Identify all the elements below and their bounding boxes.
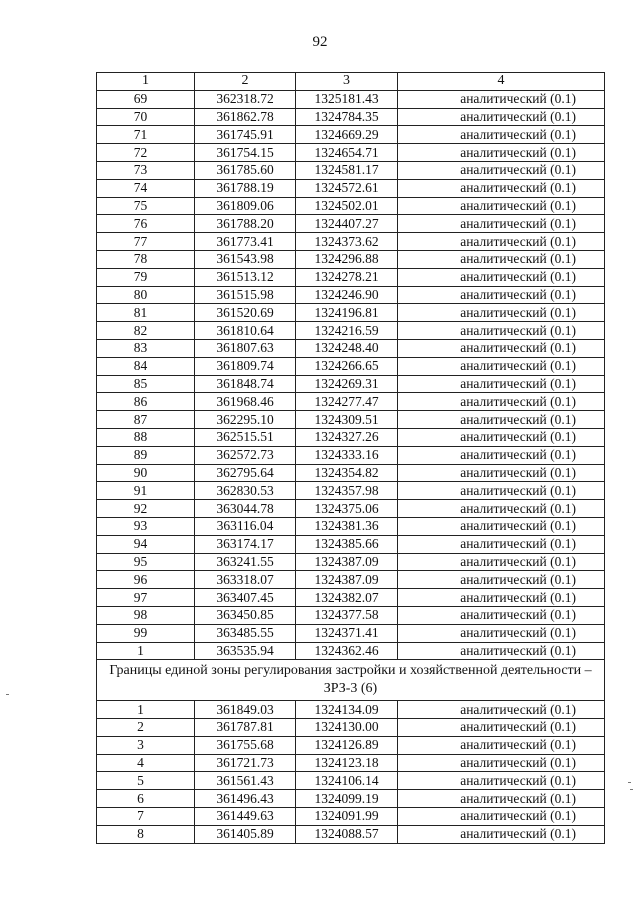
method-cell: аналитический (0.1) (398, 825, 605, 843)
point-number-cell: 88 (97, 428, 195, 446)
x-coordinate-cell: 361449.63 (195, 808, 296, 826)
y-coordinate-cell: 1324387.09 (296, 571, 398, 589)
method-cell: аналитический (0.1) (398, 701, 605, 719)
x-coordinate-cell: 361773.41 (195, 233, 296, 251)
y-coordinate-cell: 1324248.40 (296, 339, 398, 357)
method-cell: аналитический (0.1) (398, 446, 605, 464)
x-coordinate-cell: 363407.45 (195, 589, 296, 607)
method-cell: аналитический (0.1) (398, 215, 605, 233)
x-coordinate-cell: 362318.72 (195, 90, 296, 108)
x-coordinate-cell: 361849.03 (195, 701, 296, 719)
point-number-cell: 2 (97, 719, 195, 737)
x-coordinate-cell: 361745.91 (195, 126, 296, 144)
method-cell: аналитический (0.1) (398, 126, 605, 144)
method-cell: аналитический (0.1) (398, 571, 605, 589)
y-coordinate-cell: 1324385.66 (296, 535, 398, 553)
point-number-cell: 92 (97, 500, 195, 518)
point-number-cell: 1 (97, 701, 195, 719)
method-cell: аналитический (0.1) (398, 719, 605, 737)
y-coordinate-cell: 1324669.29 (296, 126, 398, 144)
y-coordinate-cell: 1324371.41 (296, 624, 398, 642)
y-coordinate-cell: 1325181.43 (296, 90, 398, 108)
point-number-cell: 70 (97, 108, 195, 126)
point-number-cell: 5 (97, 772, 195, 790)
table-row (97, 464, 605, 482)
x-coordinate-cell: 361862.78 (195, 108, 296, 126)
x-coordinate-cell: 361809.06 (195, 197, 296, 215)
y-coordinate-cell: 1324246.90 (296, 286, 398, 304)
y-coordinate-cell: 1324333.16 (296, 446, 398, 464)
column-header-4: 4 (398, 73, 605, 91)
table-row (97, 197, 605, 215)
method-cell: аналитический (0.1) (398, 464, 605, 482)
method-cell: аналитический (0.1) (398, 161, 605, 179)
point-number-cell: 72 (97, 144, 195, 162)
y-coordinate-cell: 1324278.21 (296, 268, 398, 286)
method-cell: аналитический (0.1) (398, 772, 605, 790)
x-coordinate-cell: 361496.43 (195, 790, 296, 808)
x-coordinate-cell: 362830.53 (195, 482, 296, 500)
method-cell: аналитический (0.1) (398, 535, 605, 553)
point-number-cell: 73 (97, 161, 195, 179)
x-coordinate-cell: 363044.78 (195, 500, 296, 518)
x-coordinate-cell: 361515.98 (195, 286, 296, 304)
y-coordinate-cell: 1324362.46 (296, 642, 398, 660)
page-number: 92 (312, 34, 328, 50)
y-coordinate-cell: 1324354.82 (296, 464, 398, 482)
y-coordinate-cell: 1324327.26 (296, 428, 398, 446)
point-number-cell: 95 (97, 553, 195, 571)
method-cell: аналитический (0.1) (398, 144, 605, 162)
x-coordinate-cell: 361561.43 (195, 772, 296, 790)
x-coordinate-cell: 361807.63 (195, 339, 296, 357)
point-number-cell: 83 (97, 339, 195, 357)
point-number-cell: 71 (97, 126, 195, 144)
x-coordinate-cell: 363174.17 (195, 535, 296, 553)
table-row (97, 179, 605, 197)
table-row (97, 589, 605, 607)
point-number-cell: 91 (97, 482, 195, 500)
method-cell: аналитический (0.1) (398, 90, 605, 108)
y-coordinate-cell: 1324581.17 (296, 161, 398, 179)
point-number-cell: 99 (97, 624, 195, 642)
point-number-cell: 7 (97, 808, 195, 826)
method-cell: аналитический (0.1) (398, 393, 605, 411)
coordinates-table-body (97, 73, 605, 844)
point-number-cell: 90 (97, 464, 195, 482)
point-number-cell: 96 (97, 571, 195, 589)
column-header-2: 2 (195, 73, 296, 91)
y-coordinate-cell: 1324126.89 (296, 736, 398, 754)
point-number-cell: 97 (97, 589, 195, 607)
scan-speck (630, 789, 633, 790)
y-coordinate-cell: 1324088.57 (296, 825, 398, 843)
table-row (97, 304, 605, 322)
method-cell: аналитический (0.1) (398, 428, 605, 446)
x-coordinate-cell: 361785.60 (195, 161, 296, 179)
x-coordinate-cell: 361968.46 (195, 393, 296, 411)
method-cell: аналитический (0.1) (398, 357, 605, 375)
x-coordinate-cell: 362795.64 (195, 464, 296, 482)
method-cell: аналитический (0.1) (398, 517, 605, 535)
point-number-cell: 84 (97, 357, 195, 375)
table-row (97, 322, 605, 340)
point-number-cell: 82 (97, 322, 195, 340)
y-coordinate-cell: 1324099.19 (296, 790, 398, 808)
table-row (97, 393, 605, 411)
y-coordinate-cell: 1324266.65 (296, 357, 398, 375)
y-coordinate-cell: 1324106.14 (296, 772, 398, 790)
x-coordinate-cell: 361787.81 (195, 719, 296, 737)
table-row (97, 357, 605, 375)
table-row (97, 215, 605, 233)
method-cell: аналитический (0.1) (398, 197, 605, 215)
table-row (97, 375, 605, 393)
method-cell: аналитический (0.1) (398, 108, 605, 126)
table-row (97, 736, 605, 754)
y-coordinate-cell: 1324572.61 (296, 179, 398, 197)
method-cell: аналитический (0.1) (398, 250, 605, 268)
point-number-cell: 81 (97, 304, 195, 322)
table-row (97, 144, 605, 162)
method-cell: аналитический (0.1) (398, 339, 605, 357)
table-row (97, 553, 605, 571)
table-row (97, 250, 605, 268)
scan-speck (6, 694, 9, 695)
table-row (97, 126, 605, 144)
method-cell: аналитический (0.1) (398, 754, 605, 772)
y-coordinate-cell: 1324382.07 (296, 589, 398, 607)
x-coordinate-cell: 362515.51 (195, 428, 296, 446)
table-row (97, 701, 605, 719)
point-number-cell: 86 (97, 393, 195, 411)
table-row (97, 268, 605, 286)
point-number-cell: 76 (97, 215, 195, 233)
x-coordinate-cell: 362295.10 (195, 411, 296, 429)
x-coordinate-cell: 363450.85 (195, 606, 296, 624)
x-coordinate-cell: 361520.69 (195, 304, 296, 322)
table-header-row (97, 73, 605, 91)
x-coordinate-cell: 362572.73 (195, 446, 296, 464)
y-coordinate-cell: 1324196.81 (296, 304, 398, 322)
y-coordinate-cell: 1324381.36 (296, 517, 398, 535)
table-row (97, 517, 605, 535)
method-cell: аналитический (0.1) (398, 304, 605, 322)
point-number-cell: 75 (97, 197, 195, 215)
point-number-cell: 85 (97, 375, 195, 393)
x-coordinate-cell: 361721.73 (195, 754, 296, 772)
y-coordinate-cell: 1324407.27 (296, 215, 398, 233)
table-row (97, 825, 605, 843)
y-coordinate-cell: 1324091.99 (296, 808, 398, 826)
x-coordinate-cell: 361513.12 (195, 268, 296, 286)
table-row (97, 108, 605, 126)
method-cell: аналитический (0.1) (398, 790, 605, 808)
x-coordinate-cell: 363241.55 (195, 553, 296, 571)
point-number-cell: 74 (97, 179, 195, 197)
table-row (97, 719, 605, 737)
method-cell: аналитический (0.1) (398, 500, 605, 518)
y-coordinate-cell: 1324375.06 (296, 500, 398, 518)
method-cell: аналитический (0.1) (398, 606, 605, 624)
table-row (97, 286, 605, 304)
x-coordinate-cell: 361788.20 (195, 215, 296, 233)
point-number-cell: 87 (97, 411, 195, 429)
y-coordinate-cell: 1324502.01 (296, 197, 398, 215)
table-row (97, 411, 605, 429)
point-number-cell: 1 (97, 642, 195, 660)
point-number-cell: 4 (97, 754, 195, 772)
x-coordinate-cell: 361848.74 (195, 375, 296, 393)
y-coordinate-cell: 1324784.35 (296, 108, 398, 126)
x-coordinate-cell: 363116.04 (195, 517, 296, 535)
y-coordinate-cell: 1324269.31 (296, 375, 398, 393)
coordinates-table (96, 72, 605, 844)
x-coordinate-cell: 361810.64 (195, 322, 296, 340)
table-row (97, 161, 605, 179)
section-title: Границы единой зоны регулирования застройки и хозяйственной деятельности – ЗРЗ-3 (6) (97, 660, 605, 701)
column-header-1: 1 (97, 73, 195, 91)
y-coordinate-cell: 1324130.00 (296, 719, 398, 737)
y-coordinate-cell: 1324654.71 (296, 144, 398, 162)
y-coordinate-cell: 1324377.58 (296, 606, 398, 624)
method-cell: аналитический (0.1) (398, 233, 605, 251)
point-number-cell: 3 (97, 736, 195, 754)
point-number-cell: 8 (97, 825, 195, 843)
table-row (97, 90, 605, 108)
method-cell: аналитический (0.1) (398, 411, 605, 429)
table-row (97, 233, 605, 251)
table-row (97, 339, 605, 357)
point-number-cell: 80 (97, 286, 195, 304)
method-cell: аналитический (0.1) (398, 286, 605, 304)
y-coordinate-cell: 1324357.98 (296, 482, 398, 500)
method-cell: аналитический (0.1) (398, 589, 605, 607)
x-coordinate-cell: 361754.15 (195, 144, 296, 162)
table-row (97, 754, 605, 772)
point-number-cell: 78 (97, 250, 195, 268)
method-cell: аналитический (0.1) (398, 375, 605, 393)
x-coordinate-cell: 363535.94 (195, 642, 296, 660)
x-coordinate-cell: 361809.74 (195, 357, 296, 375)
method-cell: аналитический (0.1) (398, 268, 605, 286)
point-number-cell: 89 (97, 446, 195, 464)
table-row (97, 790, 605, 808)
method-cell: аналитический (0.1) (398, 553, 605, 571)
section-row (97, 660, 605, 701)
x-coordinate-cell: 361788.19 (195, 179, 296, 197)
y-coordinate-cell: 1324387.09 (296, 553, 398, 571)
y-coordinate-cell: 1324123.18 (296, 754, 398, 772)
table-row (97, 535, 605, 553)
y-coordinate-cell: 1324277.47 (296, 393, 398, 411)
table-row (97, 606, 605, 624)
point-number-cell: 6 (97, 790, 195, 808)
column-header-3: 3 (296, 73, 398, 91)
table-row (97, 571, 605, 589)
point-number-cell: 93 (97, 517, 195, 535)
table-row (97, 482, 605, 500)
x-coordinate-cell: 361405.89 (195, 825, 296, 843)
y-coordinate-cell: 1324134.09 (296, 701, 398, 719)
method-cell: аналитический (0.1) (398, 642, 605, 660)
method-cell: аналитический (0.1) (398, 179, 605, 197)
table-row (97, 446, 605, 464)
point-number-cell: 98 (97, 606, 195, 624)
table-row (97, 624, 605, 642)
method-cell: аналитический (0.1) (398, 482, 605, 500)
table-row (97, 772, 605, 790)
x-coordinate-cell: 363318.07 (195, 571, 296, 589)
point-number-cell: 69 (97, 90, 195, 108)
table-row (97, 808, 605, 826)
x-coordinate-cell: 361755.68 (195, 736, 296, 754)
x-coordinate-cell: 363485.55 (195, 624, 296, 642)
x-coordinate-cell: 361543.98 (195, 250, 296, 268)
method-cell: аналитический (0.1) (398, 808, 605, 826)
method-cell: аналитический (0.1) (398, 322, 605, 340)
table-row (97, 428, 605, 446)
method-cell: аналитический (0.1) (398, 736, 605, 754)
y-coordinate-cell: 1324216.59 (296, 322, 398, 340)
point-number-cell: 94 (97, 535, 195, 553)
y-coordinate-cell: 1324296.88 (296, 250, 398, 268)
point-number-cell: 77 (97, 233, 195, 251)
y-coordinate-cell: 1324373.62 (296, 233, 398, 251)
method-cell: аналитический (0.1) (398, 624, 605, 642)
scan-speck (628, 782, 631, 783)
y-coordinate-cell: 1324309.51 (296, 411, 398, 429)
table-row (97, 500, 605, 518)
point-number-cell: 79 (97, 268, 195, 286)
table-row (97, 642, 605, 660)
